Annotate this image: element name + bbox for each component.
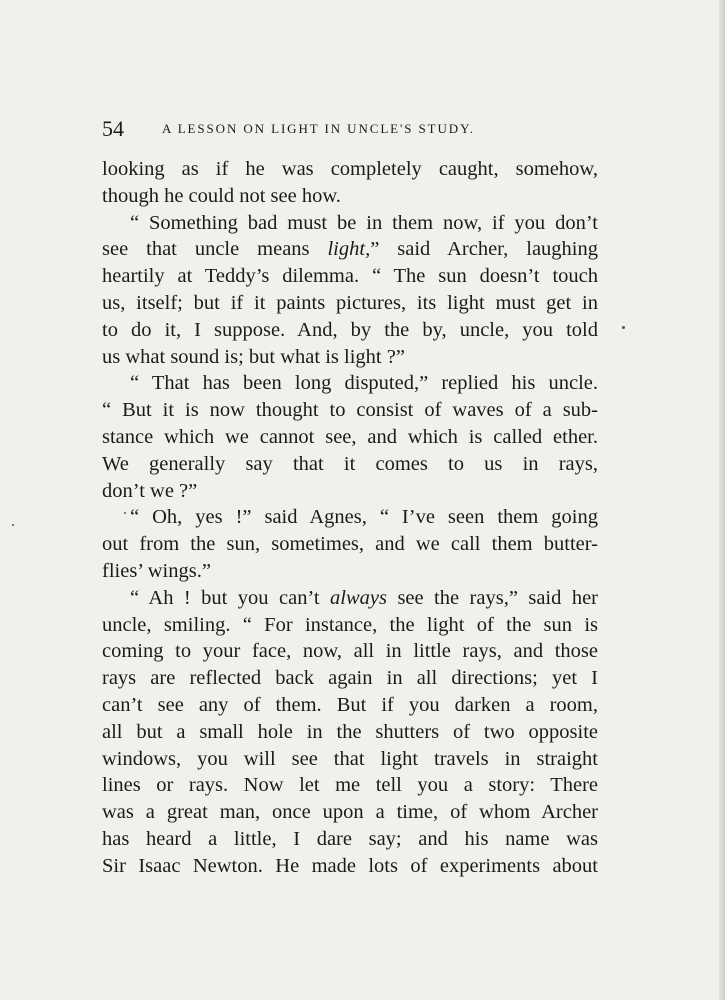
text-line: “ That has been long disputed,” replied his uncle. bbox=[130, 372, 598, 395]
paper-speck bbox=[124, 512, 126, 514]
text-line: us, itself; but if it paints pictures, its light must get in bbox=[102, 291, 598, 314]
text-line: looking as if he was completely caught, somehow, bbox=[102, 158, 598, 180]
paper-speck bbox=[622, 326, 625, 329]
text-line: windows, you will see that light travels in straight bbox=[102, 747, 598, 770]
text-line: don’t we ?” bbox=[102, 479, 198, 502]
emphasis-text: always bbox=[330, 586, 387, 609]
text-line: has heard a little, I dare say; and his name was bbox=[102, 827, 598, 850]
text-line bbox=[102, 236, 598, 263]
text-line: flies’ wings.” bbox=[102, 559, 211, 582]
text-line: rays are reflected back again in all directions; yet I bbox=[102, 667, 598, 690]
page-edge-shadow bbox=[719, 0, 725, 1000]
text-line: heartily at Teddy’s dilemma. “ The sun doesn’t touch bbox=[102, 265, 598, 288]
text-line: all but a small hole in the shutters of two opposite bbox=[102, 720, 598, 743]
text-line: uncle, smiling. “ For instance, the light of the sun is bbox=[102, 613, 598, 636]
paper-speck bbox=[12, 524, 14, 526]
emphasis-text: light, bbox=[327, 238, 371, 261]
text-line: Sir Isaac Newton. He made lots of experiments about bbox=[102, 854, 598, 877]
text-line: us what sound is; but what is light ?” bbox=[102, 345, 405, 368]
text-line: was a great man, once upon a time, of whom Archer bbox=[102, 801, 598, 824]
text-line: out from the sun, sometimes, and we call them butter- bbox=[102, 533, 598, 556]
page-number: 54 bbox=[102, 116, 124, 141]
text-segment: ” said Archer, laughing bbox=[370, 238, 598, 261]
running-header bbox=[102, 116, 602, 142]
text-line: coming to your face, now, all in little rays, and those bbox=[102, 640, 598, 663]
text-line: We generally say that it comes to us in rays, bbox=[102, 452, 598, 475]
text-line: can’t see any of them. But if you darken a room, bbox=[102, 693, 598, 716]
body-text bbox=[102, 156, 598, 880]
text-line: “ Something bad must be in them now, if you don’t bbox=[130, 211, 598, 234]
text-line: to do it, I suppose. And, by the by, uncle, you told bbox=[102, 318, 598, 341]
text-segment: see the rays,” said her bbox=[387, 586, 598, 609]
text-line: though he could not see how. bbox=[102, 184, 341, 207]
text-segment: see that uncle means bbox=[102, 238, 328, 261]
text-line: “ Oh, yes !” said Agnes, “ I’ve seen them going bbox=[130, 506, 598, 529]
text-line: stance which we cannot see, and which is called ether. bbox=[102, 425, 598, 448]
text-line: “ But it is now thought to consist of waves of a sub- bbox=[102, 399, 598, 422]
text-segment: “ Ah ! but you can’t bbox=[130, 586, 331, 609]
running-title: A LESSON ON LIGHT IN UNCLE'S STUDY. bbox=[162, 121, 475, 136]
text-line: lines or rays. Now let me tell you a story: There bbox=[102, 774, 598, 797]
text-line bbox=[102, 585, 598, 612]
